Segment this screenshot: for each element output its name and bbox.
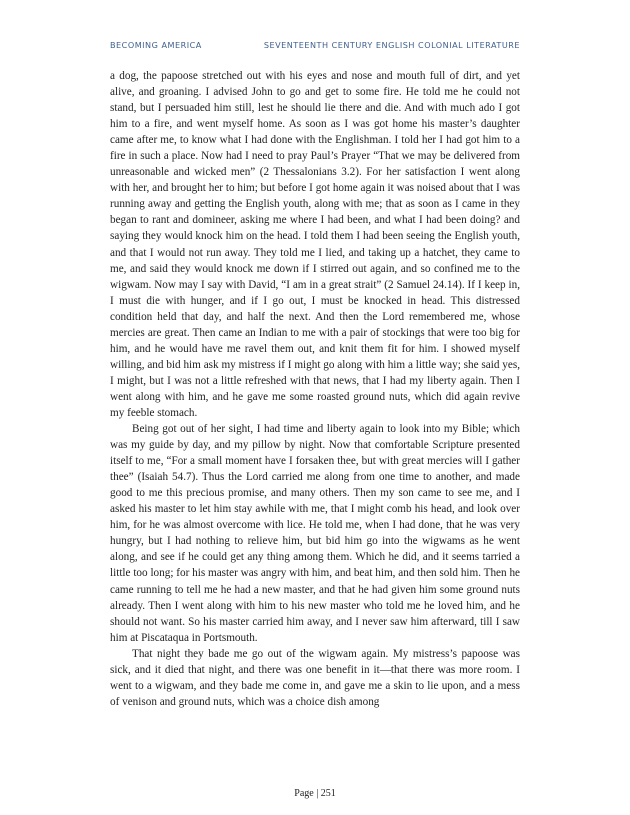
- paragraph-3: That night they bade me go out of the wigwam again. My mistress’s papoose was sick, and it died that night, and there was one benefit in it—that there was more room. I went to a wigwam, and they bade me come in, and gave me a skin to lie upon, and a mess of venison and ground nuts, which was a choice dish among: [110, 647, 520, 708]
- body-text: [110, 68, 520, 710]
- page-number: Page | 251: [294, 788, 336, 799]
- running-header: [110, 40, 520, 50]
- header-book-title: BECOMING AMERICA: [110, 40, 202, 50]
- paragraph-1: a dog, the papoose stretched out with his eyes and nose and mouth full of dirt, and yet alive, and groaning. I advised John to go and get to some fire. He told me he could not stand, but I persuaded him still, lest he should lie there and die. And with much ado I got him to a fire, and went myself home. As soon as I was got home his master’s daughter came after me, to know what I had done with the Englishman. I told her I had got him to a fire in such a place. Now had I need to pray Paul’s Prayer “That we may be delivered from unreasonable and wicked men” (2 Thessalonians 3.2). For her satisfaction I went along with her, and brought her to him; but before I got home again it was noised about that I was running away and getting the English youth, along with me; that as soon as I came in they began to rant and domineer, asking me where I had been, and what I had been doing? and saying they would knock him on the head. I told them I had been seeing the English youth, and that I would not run away. They told me I lied, and taking up a hatchet, they came to me, and said they would knock me down if I stirred out again, and so confined me to the wigwam. Now may I say with David, “I am in a great strait” (2 Samuel 24.14). If I keep in, I must die with hunger, and if I go out, I must be knocked in head. This distressed condition held that day, and half the next. And then the Lord remembered me, whose mercies are great. Then came an Indian to me with a pair of stockings that were too big for him, and he would have me ravel them out, and knit them fit for him. I showed myself willing, and bid him ask my mistress if I might go along with him a little way; she said yes, I might, but I was not a little refreshed with that news, that I had my liberty again. Then I went along with him, and he gave me some roasted ground nuts, which did again revive my feeble stomach.: [110, 70, 520, 419]
- paragraph-2: Being got out of her sight, I had time and liberty again to look into my Bible; which was my guide by day, and my pillow by night. Now that comfortable Scripture presented itself to me, “For a small moment have I forsaken thee, but with great mercies will I gather thee” (Isaiah 54.7). Thus the Lord carried me along from one time to another, and made good to me this precious promise, and many others. Then my son came to see me, and I asked his master to let him stay awhile with me, that I might comb his head, and look over him, for he was almost overcome with lice. He told me, when I had done, that he was very hungry, but I had nothing to relieve him, but bid him go into the wigwams as he went along, and see if he could get any thing among them. Which he did, and it seems tarried a little too long; for his master was angry with him, and beat him, and then sold him. Then he came running to tell me he had a new master, and that he had given him some ground nuts already. Then I went along with him to his new master who told me he loved him, and he should not want. So his master carried him away, and I never saw him afterward, till I saw him at Piscataqua in Portsmouth.: [110, 423, 520, 644]
- header-section-title: SEVENTEENTH CENTURY ENGLISH COLONIAL LITERATURE: [263, 40, 520, 50]
